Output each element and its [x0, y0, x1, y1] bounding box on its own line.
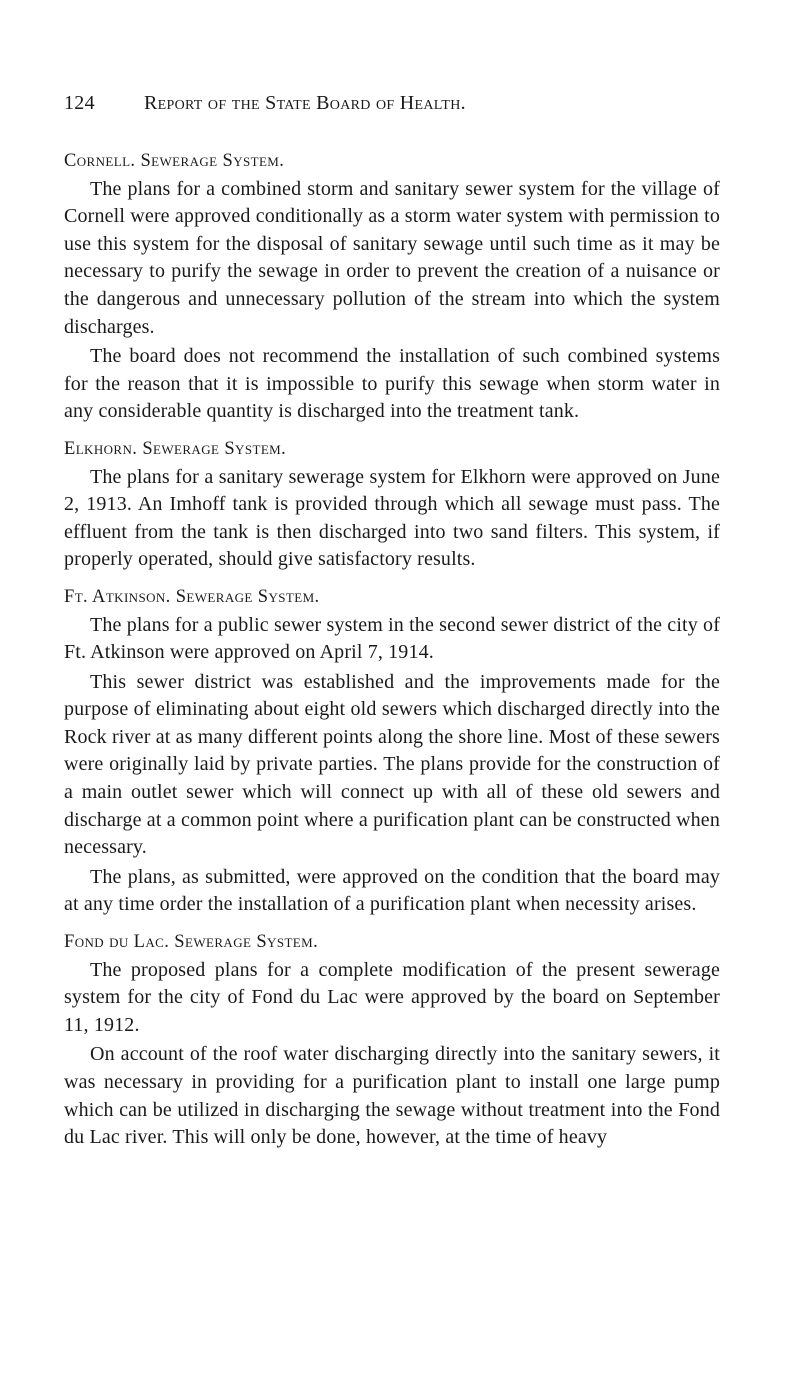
paragraph: On account of the roof water discharging directly into the sanitary sewers, it was necessary in providing for a purification plant to install one large pump which can be utilized in discharging the sewage without treatment into the Fond du Lac river. This will only be done, however, at the time of heavy	[64, 1043, 720, 1149]
section-heading: Ft. Atkinson. Sewerage System.	[64, 586, 320, 607]
section-ft-atkinson	[64, 584, 720, 919]
section-cornell	[64, 148, 720, 426]
paragraph: The plans for a public sewer system in the second sewer district of the city of Ft. Atkinson were approved on April 7, 1914.	[64, 613, 721, 664]
section-heading: Elkhorn. Sewerage System.	[64, 438, 287, 459]
page-number: 124	[64, 92, 95, 114]
paragraph: The plans for a combined storm and sanitary sewer system for the village of Cornell were approved conditionally as a storm water system with permission to use this system for the disposal of sanitary sewage until such time as it may be necessary to purify the sewage in order to prevent the creation of a nuisance or the dangerous and unnecessary pollution of the stream into which the system discharges.	[64, 177, 720, 338]
section-heading: Fond du Lac. Sewerage System.	[64, 932, 319, 953]
section-elkhorn	[64, 436, 720, 574]
running-title: Report of the State Board of Health.	[144, 92, 466, 114]
paragraph: The proposed plans for a complete modification of the present sewerage system for the city of Fond du Lac were approved by the board on September 11, 1912.	[64, 958, 720, 1036]
section-fond-du-lac	[64, 929, 720, 1152]
paragraph: This sewer district was established and the improvements made for the purpose of eliminating about eight old sewers which discharged directly into the Rock river at as many different points along the shore line. Most of these sewers were originally laid by private parties. The plans provide for the construction of a main outlet sewer which will connect up with all of these old sewers and discharge at a common point where a purification plant can be constructed when necessary.	[64, 670, 720, 859]
paragraph: The plans for a sanitary sewerage system for Elkhorn were approved on June 2, 1913. An Imhoff tank is provided through which all sewage must pass. The effluent from the tank is then discharged into two sand filters. This system, if properly operated, should give satisfactory results.	[64, 465, 720, 571]
section-heading: Cornell. Sewerage System.	[64, 151, 285, 171]
paragraph: The board does not recommend the installation of such combined systems for the reason that it is impossible to purify this sewage when storm water in any considerable quantity is discharged into the treatment tank.	[64, 345, 720, 423]
paragraph: The plans, as submitted, were approved on the condition that the board may at any time order the installation of a purification plant when necessity arises.	[64, 865, 720, 916]
running-header	[64, 92, 720, 122]
document-page	[64, 92, 720, 1162]
